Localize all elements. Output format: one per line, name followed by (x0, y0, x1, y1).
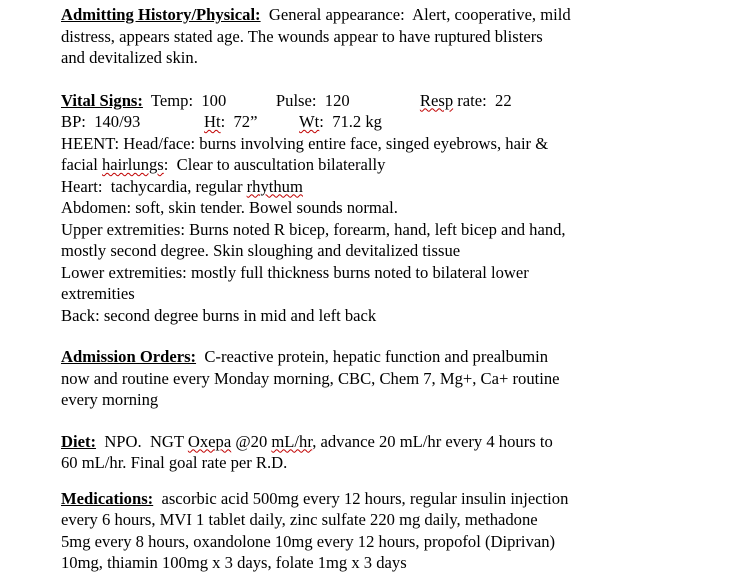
diet-text: NPO. NGT (96, 431, 188, 451)
history-heading: Admitting History/Physical: (61, 5, 261, 24)
lower-extremities-text: extremities (61, 284, 135, 303)
vitals-section (61, 90, 751, 327)
resp-word: Resp (419, 90, 454, 110)
heent-text: HEENT: Head/face: burns involving entire face, singed eyebrows, hair & (61, 133, 549, 153)
orders-section (61, 346, 751, 411)
medications-heading: Medications: (61, 488, 154, 508)
medications-section (61, 488, 751, 574)
history-text: and devitalized skin. (61, 48, 198, 67)
orders-text: now and routine every Monday morning, CBC, Chem 7, Mg+, Ca+ routine (61, 368, 560, 388)
abdomen-text: Abdomen: soft, skin tender. Bowel sounds normal. (61, 198, 398, 217)
history-text: General appearance: Alert, cooperative, mild (260, 5, 571, 24)
diet-text: 60 mL/hr. Final goal rate per R.D. (61, 453, 288, 472)
medications-text: ascorbic acid 500mg every 12 hours, regular insulin injection (153, 488, 569, 508)
orders-heading: Admission Orders: (61, 347, 197, 366)
misspelled-word: Oxepa (187, 431, 232, 451)
misspelled-word: hairlungs (102, 155, 164, 174)
orders-text: every morning (61, 390, 159, 409)
upper-extremities-text: mostly second degree. Skin sloughing and devitalized tissue (61, 241, 461, 260)
diet-section (61, 431, 751, 474)
wt-value: : 71.2 kg (319, 112, 382, 131)
wt-word: Wt (299, 112, 320, 131)
heart-text: Heart: tachycardia, regular (61, 176, 247, 196)
medications-text: 10mg, thiamin 100mg x 3 days, folate 1mg x 3 days (61, 553, 407, 572)
ht-value: : 72” (220, 112, 258, 131)
resp-value: rate: 22 (453, 90, 512, 110)
temp-value: Temp: 100 (142, 90, 227, 110)
history-text: distress, appears stated age. The wounds appear to have ruptured blisters (61, 26, 543, 46)
diet-text: , advance 20 mL/hr every 4 hours to (312, 431, 553, 451)
back-text: Back: second degree burns in mid and left back (61, 305, 377, 325)
medications-text: every 6 hours, MVI 1 tablet daily, zinc sulfate 220 mg daily, methadone (61, 510, 538, 529)
diet-heading: Diet: (61, 431, 97, 451)
heent-text: facial (61, 155, 102, 174)
upper-extremities-text: Upper extremities: Burns noted R bicep, forearm, hand, left bicep and hand, (61, 219, 566, 239)
medications-text: 5mg every 8 hours, oxandolone 10mg every 12 hours, propofol (Diprivan) (61, 531, 556, 551)
pulse-value: Pulse: 120 (275, 90, 350, 110)
vitals-heading: Vital Signs: (61, 90, 143, 110)
bp-value: BP: 140/93 (61, 112, 141, 131)
lower-extremities-text: Lower extremities: mostly full thickness burns noted to bilateral lower (61, 262, 529, 282)
ht-word: Ht (204, 112, 221, 131)
diet-text: @20 (231, 431, 272, 451)
misspelled-word: rhythum (246, 176, 303, 196)
heent-text: : Clear to auscultation bilaterally (163, 155, 386, 174)
misspelled-word: mL/hr (271, 431, 313, 451)
history-section (61, 4, 751, 69)
orders-text: C-reactive protein, hepatic function and prealbumin (196, 347, 549, 366)
document-page (61, 4, 751, 574)
